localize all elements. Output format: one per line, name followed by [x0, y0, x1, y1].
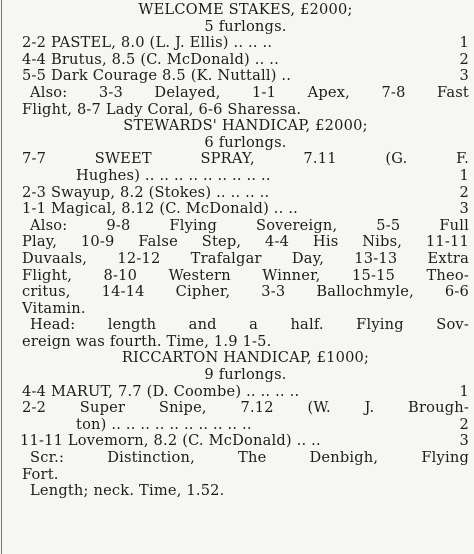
race-title: STEWARDS' HANDICAP, £2000; [123, 118, 368, 135]
placing-row [22, 185, 469, 202]
also-ran-line: Duvaals, 12-12 Trafalgar Day, 13-13 Extra [22, 250, 469, 267]
placing-text: 11-11 Lovemorn, 8.2 (C. McDonald) .. .. [20, 433, 321, 450]
placing-number: 2 [459, 184, 469, 201]
placing-row [22, 168, 469, 185]
placing-text: 5-5 Dark Courage 8.5 (K. Nuttall) .. [22, 68, 292, 85]
placing-row [22, 201, 469, 218]
placing-number: 1 [459, 35, 469, 52]
placing-number: 3 [459, 201, 469, 218]
also-ran-line: Also: 3-3 Delayed, 1-1 Apex, 7-8 Fast [30, 84, 469, 101]
placing-row [22, 384, 469, 401]
race-title: WELCOME STAKES, £2000; [138, 2, 353, 18]
placing-number: 1 [459, 383, 469, 400]
also-ran-line: Play, 10-9 False Step, 4-4 His Nibs, 11-11 [22, 234, 469, 251]
placing-text: Hughes) .. .. .. .. .. .. .. .. .. [76, 167, 271, 184]
placing-number: 2 [459, 416, 469, 433]
result-line: ereign was fourth. Time, 1.9 1-5. [22, 333, 272, 350]
also-ran-line: critus, 14-14 Cipher, 3-3 Ballochmyle, 6-6 [22, 284, 469, 301]
placing-number: 3 [459, 68, 469, 85]
placing-text: 2-3 Swayup, 8.2 (Stokes) .. .. .. .. [22, 184, 270, 201]
placing-text: 4-4 Brutus, 8.5 (C. McDonald) .. .. [22, 51, 279, 68]
placing-row [22, 68, 469, 85]
race-distance: 5 furlongs. [204, 18, 287, 35]
placing-number: 2 [459, 51, 469, 68]
placing-text: ton) .. .. .. .. .. .. .. .. .. .. [76, 416, 252, 433]
placing-number: 1 [459, 167, 469, 184]
placing-row [20, 433, 469, 450]
winner-line: 7-7 SWEET SPRAY, 7.11 (G. F. [22, 151, 469, 168]
newspaper-clipping [1, 0, 474, 554]
also-ran-line: Flight, 8-7 Lady Coral, 6-6 Sharessa. [22, 101, 302, 118]
placing-text: 4-4 MARUT, 7.7 (D. Coombe) .. .. .. .. [22, 383, 300, 400]
race-title: RICCARTON HANDICAP, £1000; [121, 350, 370, 367]
placing-row [22, 35, 469, 52]
placing-line: 2-2 Super Snipe, 7.12 (W. J. Brough- [22, 400, 469, 417]
result-line: Head: length and a half. Flying Sov- [30, 317, 469, 334]
also-ran-line: Also: 9-8 Flying Sovereign, 5-5 Full [30, 217, 469, 234]
race-distance: 6 furlongs. [204, 134, 287, 151]
also-ran-line: Flight, 8-10 Western Winner, 15-15 Theo- [22, 267, 469, 284]
also-ran-line: Vitamin. [22, 300, 86, 317]
placing-row [22, 417, 469, 434]
scratchings-line: Scr.: Distinction, The Denbigh, Flying [30, 450, 469, 467]
placing-text: 2-2 PASTEL, 8.0 (L. J. Ellis) .. .. .. [22, 35, 273, 52]
placing-row [22, 52, 469, 69]
scratchings-line: Fort. [22, 466, 59, 483]
result-line: Length; neck. Time, 1.52. [30, 483, 225, 500]
placing-number: 3 [459, 433, 469, 450]
race-distance: 9 furlongs. [204, 367, 287, 384]
placing-text: 1-1 Magical, 8.12 (C. McDonald) .. .. [22, 201, 299, 218]
